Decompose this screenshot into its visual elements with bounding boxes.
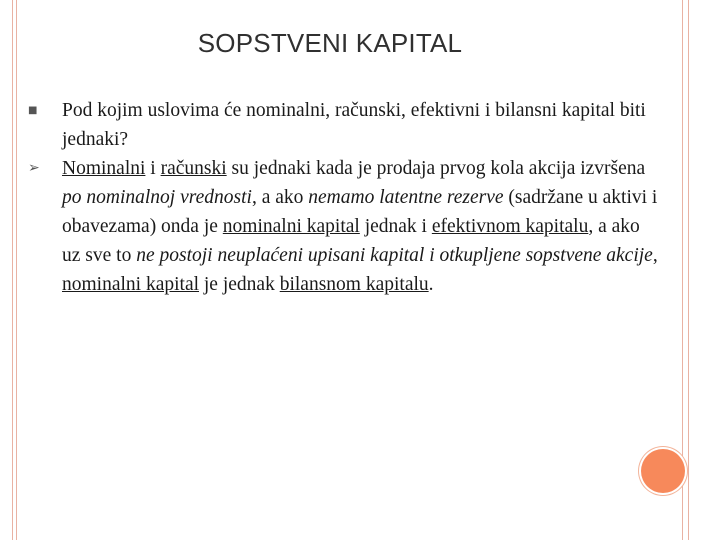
term-nominalni-kapital: nominalni kapital [222, 216, 360, 237]
text-segment: (sadržane u aktivi i obavezama) onda je [62, 187, 658, 237]
term-racunski: računski [160, 158, 227, 179]
term-nominalni-kapital-2: nominalni kapital [62, 274, 200, 295]
bullet-answer [28, 154, 662, 299]
term-bilansni-kapital: bilansnom kapitalu [279, 274, 429, 295]
text-segment: , a ako uz sve to [62, 216, 640, 266]
term-efektivni-kapital: efektivnom kapitalu [431, 216, 589, 237]
slide-body [28, 96, 662, 299]
frame-line-left-inner [16, 0, 17, 540]
text-segment: , [652, 245, 658, 266]
text-segment: , a ako [251, 187, 309, 208]
square-bullet-icon: ■ [28, 105, 38, 116]
text-segment: je jednak [199, 274, 280, 295]
emphasis-neuplaceni-kapital: ne postoji neuplaćeni upisani kapital i otkupljene sopstvene akcije [136, 245, 653, 266]
arrow-bullet-icon: ➢ [28, 160, 40, 176]
frame-line-right-outer [688, 0, 689, 540]
frame-line-left-outer [12, 0, 13, 540]
bullet-text: Pod kojim uslovima će nominalni, računski, efektivni i bilansni kapital biti jednaki? [62, 100, 646, 150]
emphasis-nominalna-vrednost: po nominalnoj vrednosti [62, 187, 252, 208]
text-segment: . [428, 274, 434, 295]
frame-line-right-inner [682, 0, 683, 540]
text-segment: i [145, 158, 161, 179]
emphasis-latentne-rezerve: nemamo latentne rezerve [308, 187, 504, 208]
bullet-question [28, 96, 662, 154]
accent-circle [641, 449, 685, 493]
text-segment: su jednaki kada je prodaja prvog kola akcija izvršena [226, 158, 646, 179]
text-segment: jednak i [359, 216, 432, 237]
slide-title: SOPSTVENI KAPITAL [197, 28, 463, 58]
term-nominalni: Nominalni [62, 158, 146, 179]
